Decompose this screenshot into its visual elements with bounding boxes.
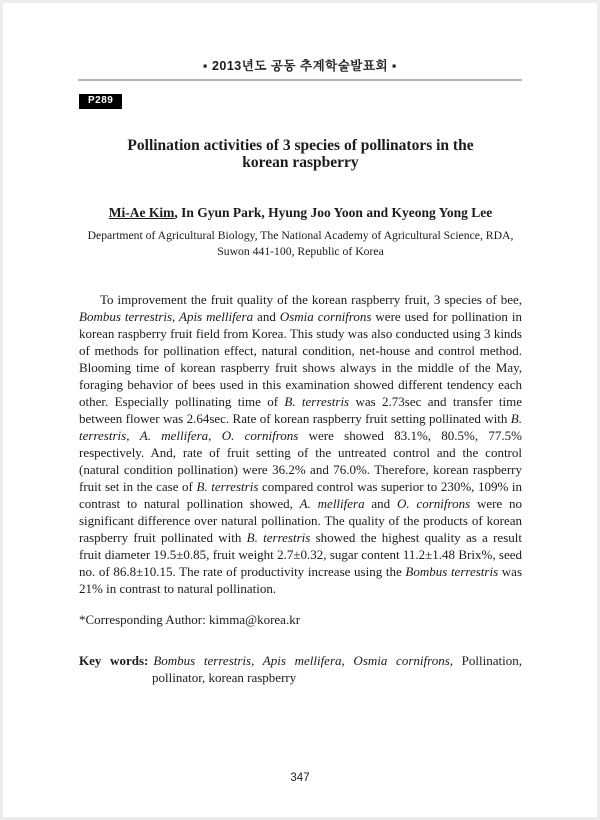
corresponding-author-line: *Corresponding Author: kimma@korea.kr xyxy=(79,612,301,627)
abstract-text: To improvement the fruit quality of the korean raspberry fruit, 3 species of bee, Bombus terrestris, Apis mellifera and Osmia cornifrons were used for pollination in korean raspberry fruit field from Korea. This study was also conducted using 3 kinds of methods for pollination effect, natural condition, net-house and control method. Blooming time of korean raspberry fruit shows always in the middle of the May, foraging behavior of bees used in this examination showed different tendency each other. Especially pollinating time of B. terrestris was 2.73sec and transfer time between flower was 2.64sec. Rate of korean raspberry fruit setting pollinated with B. terrestris, A. mellifera, O. cornifrons were showed 83.1%, 80.5%, 77.5% respectively. And, rate of fruit setting of the untreated control and the control (natural condition pollination) were 36.2% and 76.0%. Therefore, korean raspberry fruit set in the case of B. terrestris compared control was superior to 230%, 109% in contrast to natural pollination showed, A. mellifera and O. cornifrons were no significant difference over natural pollination. The quality of the products of korean raspberry fruit pollinated with B. terrestris showed the highest quality as a result fruit diameter 19.5±0.85, fruit weight 2.7±0.32, sugar content 11.2±1.48 Brix%, seed no. of 86.8±10.15. The rate of productivity increase using the Bombus terrestris was 21% in contrast to natural pollination. xyxy=(79,292,523,596)
affiliation-line: Suwon 441-100, Republic of Korea xyxy=(217,245,384,258)
content-column xyxy=(79,137,522,686)
paper-number-badge: P289 xyxy=(79,94,122,109)
paper-title xyxy=(79,137,522,171)
affiliation-line: Department of Agricultural Biology, The National Academy of Agricultural Science, RDA, xyxy=(87,229,514,242)
keywords-label: Key words: xyxy=(79,653,149,668)
paper-title-line: Pollination activities of 3 species of pollinators in the xyxy=(127,137,474,154)
header-divider xyxy=(78,79,522,81)
page-number: 347 xyxy=(290,772,310,784)
affiliation xyxy=(79,228,522,260)
keywords-list: Bombus terrestris, Apis mellifera, Osmia cornifrons, Pollination, pollinator, korean raspberry xyxy=(152,653,522,685)
keywords-block xyxy=(79,652,522,686)
authors-line: Mi-Ae Kim, In Gyun Park, Hyung Joo Yoon and Kyeong Yong Lee xyxy=(108,205,493,220)
conference-header-title: ▪ 2013년도 공동 추계학술발표회 ▪ xyxy=(203,59,397,73)
paper-title-line: korean raspberry xyxy=(242,154,359,171)
